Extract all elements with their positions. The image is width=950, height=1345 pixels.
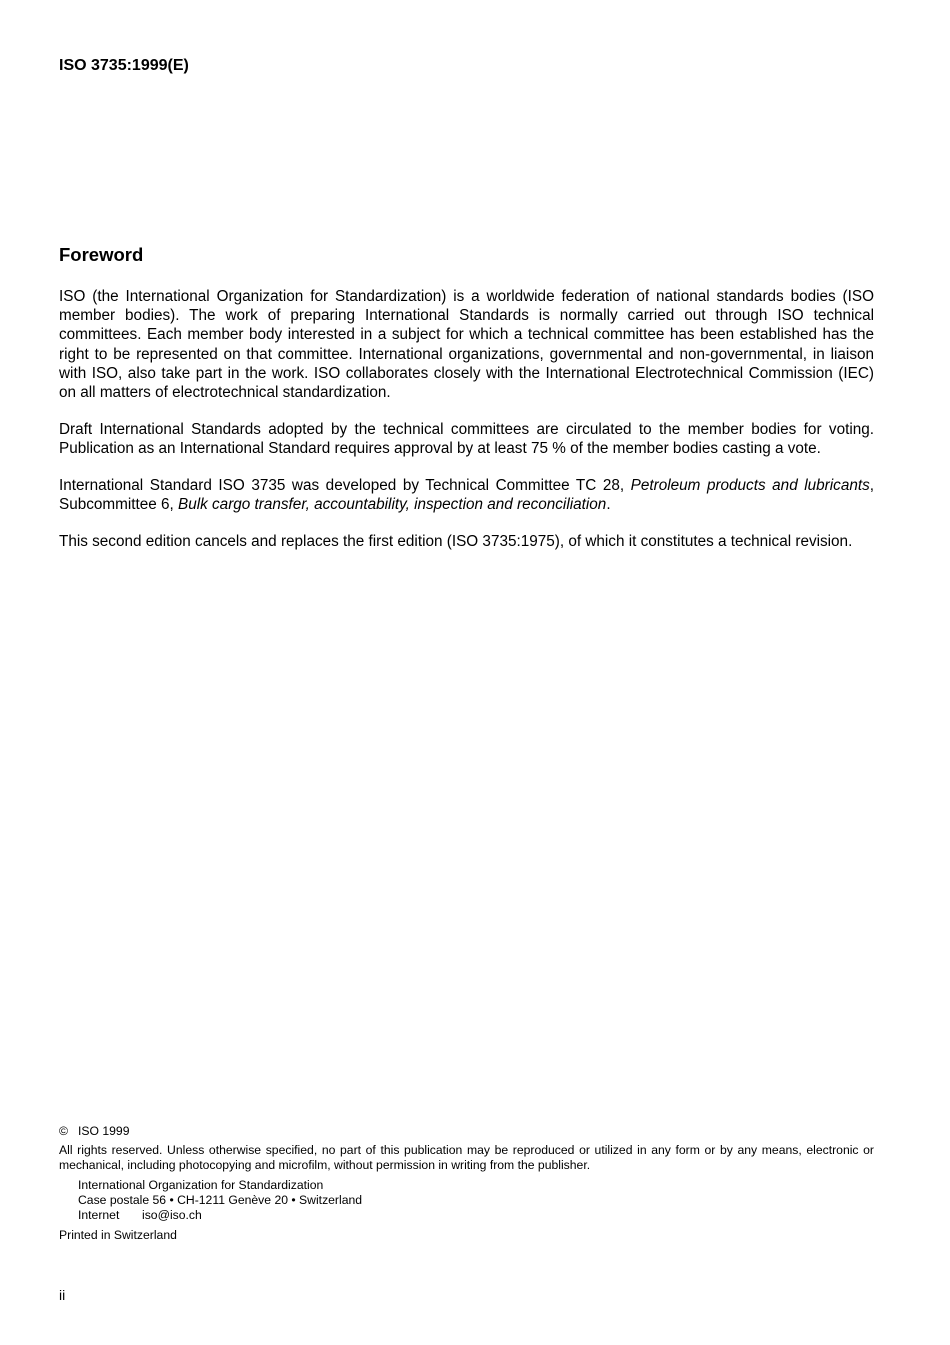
rights-notice: All rights reserved. Unless otherwise specified, no part of this publication may be reproduced or utilized in any form or by any means, electronic or mechanical, including photocopying and microfilm, without permission in writing from the publisher.	[59, 1143, 874, 1173]
foreword-paragraph-1: ISO (the International Organization for Standardization) is a worldwide federation of national standards bodies (ISO member bodies). The work of preparing International Standards is normally carried out through ISO technical committees. Each member body interested in a subject for which a technical committee has been established has the right to be represented on that committee. International organizations, governmental and non-governmental, in liaison with ISO, also take part in the work. ISO collaborates closely with the International Electrotechnical Commission (IEC) on all matters of electrotechnical standardization.	[59, 288, 874, 402]
p3-text-a: International Standard ISO 3735 was developed by Technical Committee TC 28,	[59, 477, 631, 494]
org-postal-address: Case postale 56 • CH-1211 Genève 20 • Switzerland	[78, 1193, 363, 1208]
p3-text-e: .	[606, 496, 611, 514]
copyright-icon: ©	[59, 1124, 68, 1138]
foreword-paragraph-3	[59, 476, 874, 514]
publisher-address	[78, 1178, 362, 1224]
printed-in: Printed in Switzerland	[59, 1228, 177, 1242]
subcommittee-title: Bulk cargo transfer, accountability, inspection and reconciliation	[178, 496, 607, 514]
page-number: ii	[59, 1287, 66, 1303]
foreword-heading: Foreword	[59, 244, 144, 265]
committee-title: Petroleum products and lubricants	[630, 477, 870, 494]
org-name: International Organization for Standardization	[78, 1178, 324, 1192]
copyright-text: ISO 1999	[77, 1124, 130, 1138]
foreword-paragraph-2: Draft International Standards adopted by the technical committees are circulated to the member bodies for voting. Publication as an International Standard requires approval by at least 75 % of the member bodies casting a vote.	[59, 421, 874, 458]
document-id: ISO 3735:1999(E)	[59, 57, 189, 74]
internet-email: iso@iso.ch	[142, 1208, 202, 1223]
foreword-paragraph-4: This second edition cancels and replaces the first edition (ISO 3735:1975), of which it constitutes a technical revision.	[59, 533, 853, 550]
org-internet	[78, 1208, 362, 1223]
p3-text-c: , Subcommittee 6,	[59, 477, 874, 514]
copyright-line	[59, 1124, 874, 1139]
internet-label: Internet	[78, 1208, 120, 1223]
